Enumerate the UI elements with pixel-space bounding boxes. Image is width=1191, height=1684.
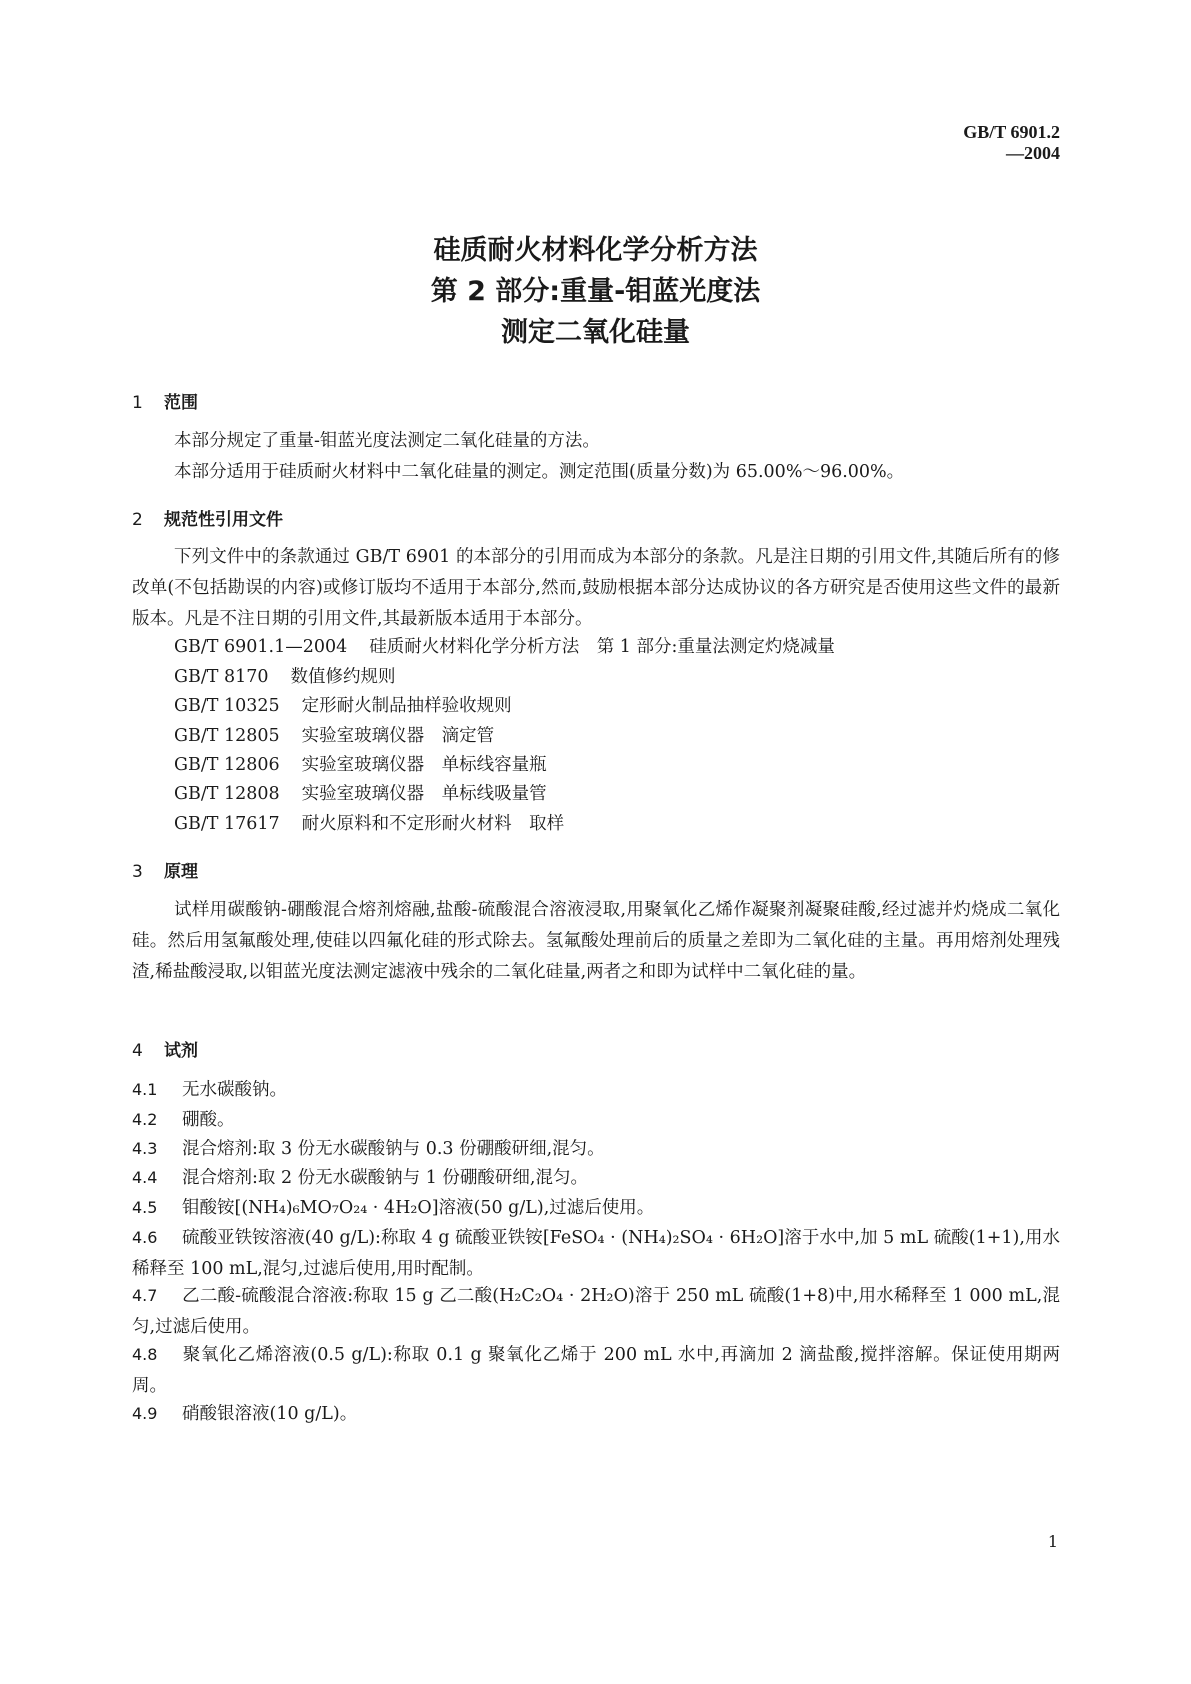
reference-title: 实验室玻璃仪器 单标线吸量管 [301,784,547,804]
reference-code: GB/T 17617 [174,814,280,834]
reference-item [174,809,564,840]
reference-item [174,779,547,810]
reagent-item [132,1133,1060,1165]
reference-code: GB/T 6901.1—2004 [174,637,348,657]
title-line-2: 第 2 部分:重量-钼蓝光度法 [430,276,761,307]
section-1-heading [132,388,198,413]
standard-code: GB/T 6901.2—2004 [963,122,1060,163]
section-4-heading [132,1036,198,1061]
reference-item [174,632,835,663]
section-2-heading [132,505,283,530]
section-number: 4 [132,1041,143,1061]
reference-title: 实验室玻璃仪器 单标线容量瓶 [301,755,547,775]
reagent-text: 无水碳酸钠。 [182,1080,287,1100]
reference-title: 定形耐火制品抽样验收规则 [301,696,512,716]
reference-code: GB/T 12806 [174,755,280,775]
reagent-number: 4.2 [132,1110,158,1129]
section-number: 2 [132,510,143,530]
scope-paragraph-1: 本部分规定了重量-钼蓝光度法测定二氧化硅量的方法。 [174,431,600,451]
section-number: 1 [132,393,143,413]
reagent-number: 4.6 [132,1228,158,1247]
reagent-item [132,1162,1060,1194]
title-line-1: 硅质耐火材料化学分析方法 [433,235,758,266]
reagent-item [132,1222,1060,1285]
reagent-number: 4.1 [132,1080,158,1099]
scope-paragraph-2: 本部分适用于硅质耐火材料中二氧化硅量的测定。测定范围(质量分数)为 65.00%～96.00%。 [174,462,905,482]
reference-item [174,691,512,722]
reagent-number: 4.9 [132,1404,158,1423]
reference-code: GB/T 10325 [174,696,280,716]
document-title [0,230,1191,353]
reagent-item [132,1398,1060,1430]
reference-item [174,721,494,752]
reagent-text: 混合熔剂:取 2 份无水碳酸钠与 1 份硼酸研细,混匀。 [182,1168,588,1188]
reference-item [174,750,547,781]
page-number: 1 [1047,1532,1058,1551]
reagent-text: 钼酸铵[(NH₄)₆MO₇O₂₄ · 4H₂O]溶液(50 g/L),过滤后使用。 [182,1198,655,1218]
title-line-3: 测定二氧化硅量 [501,317,690,348]
section-title: 规范性引用文件 [164,510,283,530]
reference-code: GB/T 8170 [174,667,269,687]
principle-paragraph: 试样用碳酸钠-硼酸混合熔剂熔融,盐酸-硫酸混合溶液浸取,用聚氧化乙烯作凝聚剂凝聚硅酸,经过滤并灼烧成二氧化硅。然后用氢氟酸处理,使硅以四氟化硅的形式除去。氢氟酸处理前后的质量之差即为二氧化硅的主量。再用熔剂处理残渣,稀盐酸浸取,以钼蓝光度法测定滤液中残余的二氧化硅量,两者之和即为试样中二氧化硅的量。 [132,900,1060,982]
reagent-item [132,1104,1060,1136]
reference-title: 耐火原料和不定形耐火材料 取样 [301,814,565,834]
reference-title: 数值修约规则 [290,667,396,687]
reagent-item [132,1280,1060,1343]
reagent-text: 硼酸。 [182,1110,235,1130]
reagent-item [132,1339,1060,1402]
reference-title: 硅质耐火材料化学分析方法 第 1 部分:重量法测定灼烧减量 [369,637,835,657]
reagent-text: 混合熔剂:取 3 份无水碳酸钠与 0.3 份硼酸研细,混匀。 [182,1139,605,1159]
reagent-number: 4.4 [132,1168,158,1187]
reagent-text: 乙二酸-硫酸混合溶液:称取 15 g 乙二酸(H₂C₂O₄ · 2H₂O)溶于 250 mL 硫酸(1+8)中,用水稀释至 1 000 mL,混匀,过滤后使用。 [132,1286,1060,1337]
reagent-text: 硝酸银溶液(10 g/L)。 [182,1404,358,1424]
section-title: 试剂 [164,1041,198,1061]
reagent-item [132,1192,1060,1224]
reagent-number: 4.3 [132,1139,158,1158]
reference-item [174,662,396,693]
reagent-text: 聚氧化乙烯溶液(0.5 g/L):称取 0.1 g 聚氧化乙烯于 200 mL 水中,再滴加 2 滴盐酸,搅拌溶解。保证使用期两周。 [132,1345,1060,1396]
reagent-item [132,1074,1060,1106]
reagent-number: 4.8 [132,1345,158,1364]
reagent-number: 4.7 [132,1286,158,1305]
section-3-heading [132,857,198,882]
section-number: 3 [132,862,143,882]
reference-title: 实验室玻璃仪器 滴定管 [301,726,495,746]
reagent-text: 硫酸亚铁铵溶液(40 g/L):称取 4 g 硫酸亚铁铵[FeSO₄ · (NH₄)₂SO₄ · 6H₂O]溶于水中,加 5 mL 硫酸(1+1),用水稀释至 100 mL,混匀,过滤后使用,用时配制。 [132,1228,1060,1279]
references-intro: 下列文件中的条款通过 GB/T 6901 的本部分的引用而成为本部分的条款。凡是注日期的引用文件,其随后所有的修改单(不包括勘误的内容)或修订版均不适用于本部分,然而,鼓励根据本部分达成协议的各方研究是否使用这些文件的最新版本。凡是不注日期的引用文件,其最新版本适用于本部分。 [132,547,1060,629]
reference-code: GB/T 12805 [174,726,280,746]
reference-code: GB/T 12808 [174,784,280,804]
section-title: 原理 [164,862,198,882]
section-title: 范围 [164,393,198,413]
reagent-number: 4.5 [132,1198,158,1217]
